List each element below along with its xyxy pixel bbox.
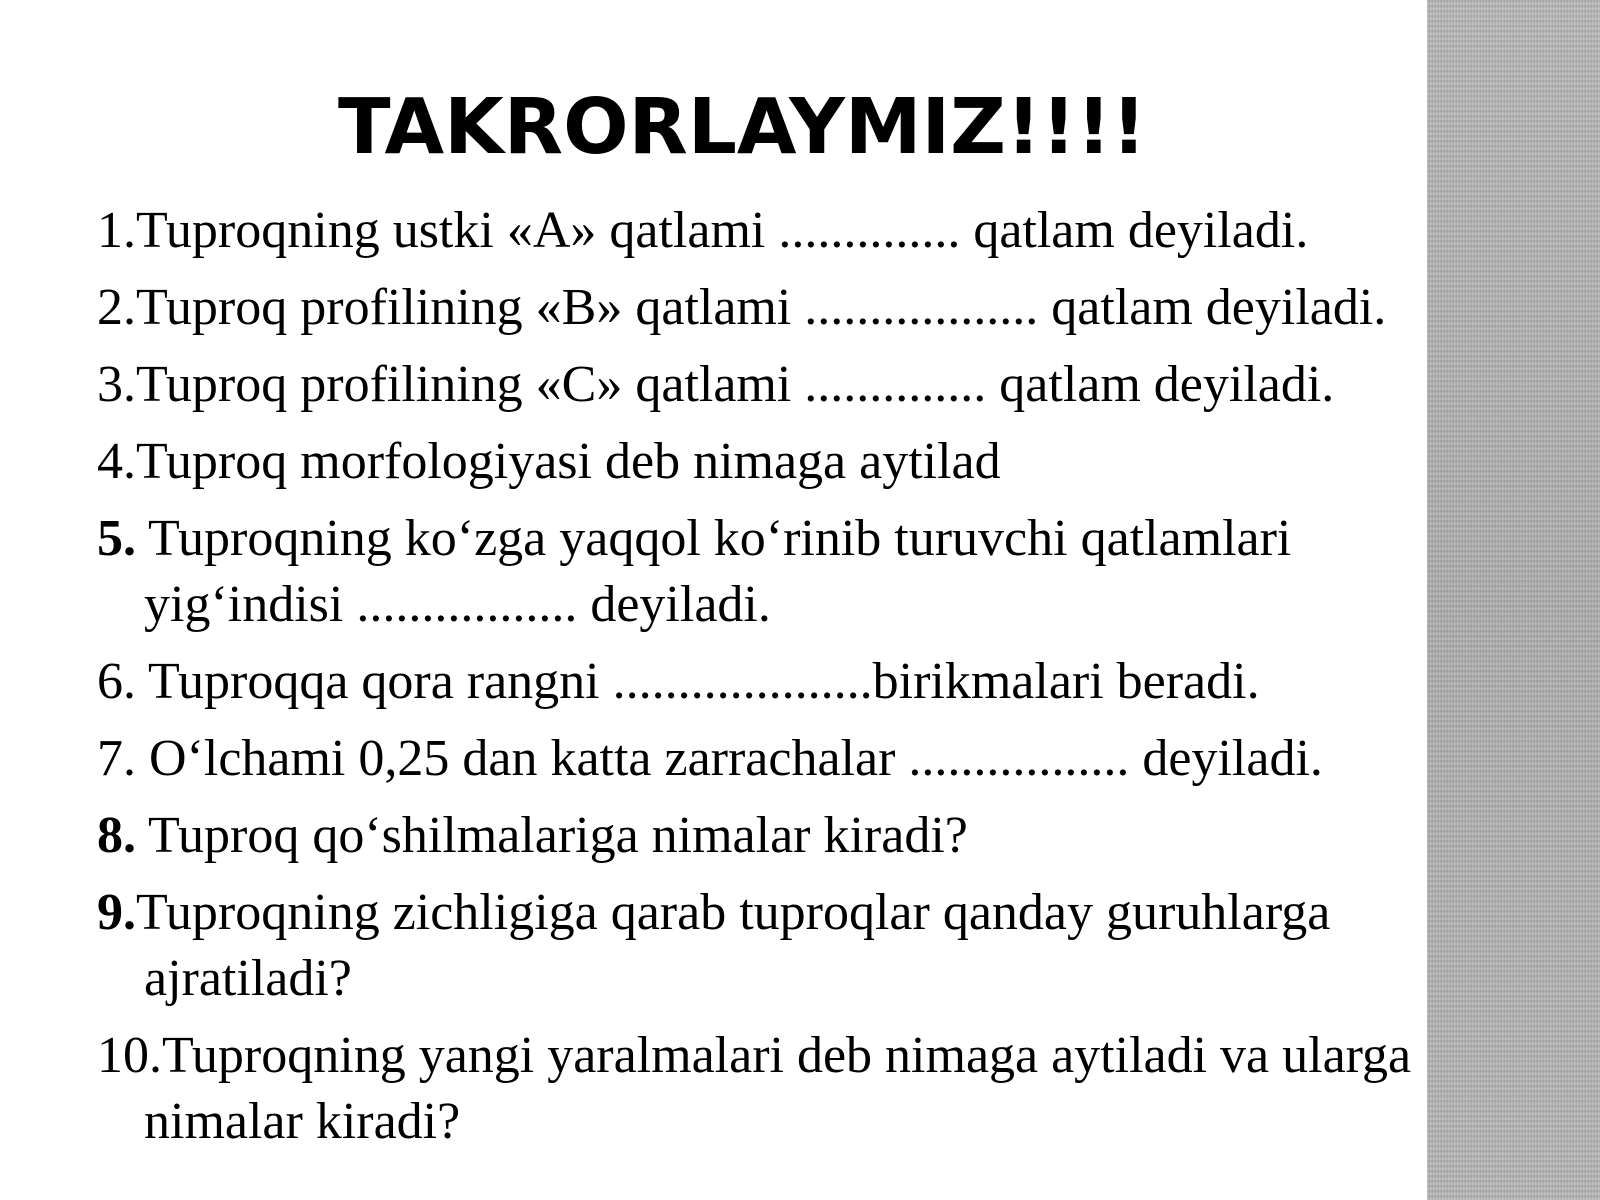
question-item-5 bbox=[97, 506, 1457, 638]
question-number-4: 4. bbox=[97, 433, 136, 490]
question-number-1: 1. bbox=[97, 202, 136, 259]
question-item-10 bbox=[97, 1023, 1457, 1155]
question-item-6 bbox=[97, 649, 1457, 715]
question-text-9: Tuproqning zichligiga qarab tuproqlar qanday guruhlarga ajratiladi? bbox=[136, 884, 1331, 1007]
question-text-6: Tuproqqa qora rangni ....................birikmalari beradi. bbox=[136, 653, 1260, 710]
question-item-8 bbox=[97, 803, 1457, 869]
question-text-10: Tuproqning yangi yaralmalari deb nimaga aytiladi va ularga nimalar kiradi? bbox=[144, 1027, 1412, 1150]
question-text-8: Tuproq qo‘shilmalariga nimalar kiradi? bbox=[136, 807, 968, 864]
question-item-4 bbox=[97, 429, 1457, 495]
question-text-2: Tuproq profilining «B» qatlami .................. qatlam deyiladi. bbox=[136, 279, 1387, 336]
question-text-3: Tuproq profilining «C» qatlami .............. qatlam deyiladi. bbox=[136, 356, 1335, 413]
question-text-5: Tuproqning ko‘zga yaqqol ko‘rinib turuvchi qatlamlari yig‘indisi ................. deyiladi. bbox=[136, 510, 1292, 633]
question-item-1 bbox=[97, 198, 1457, 264]
question-number-5: 5. bbox=[97, 510, 136, 567]
question-text-7: O‘lchami 0,25 dan katta zarrachalar ................. deyiladi. bbox=[136, 730, 1323, 787]
question-number-8: 8. bbox=[97, 807, 136, 864]
question-item-7 bbox=[97, 726, 1457, 792]
question-number-6: 6. bbox=[97, 653, 136, 710]
question-number-10: 10. bbox=[97, 1027, 162, 1084]
question-item-2 bbox=[97, 275, 1457, 341]
question-number-2: 2. bbox=[97, 279, 136, 336]
question-number-7: 7. bbox=[97, 730, 136, 787]
question-item-3 bbox=[97, 352, 1457, 418]
question-number-9: 9. bbox=[97, 884, 136, 941]
question-number-3: 3. bbox=[97, 356, 136, 413]
slide-title: TAKRORLAYMIZ!!!! bbox=[338, 83, 1147, 172]
question-text-1: Tuproqning ustki «A» qatlami .............. qatlam deyiladi. bbox=[136, 202, 1309, 259]
question-text-4: Tuproq morfologiyasi deb nimaga aytilad bbox=[136, 433, 1001, 490]
question-list bbox=[97, 198, 1457, 1166]
question-item-9 bbox=[97, 880, 1457, 1012]
